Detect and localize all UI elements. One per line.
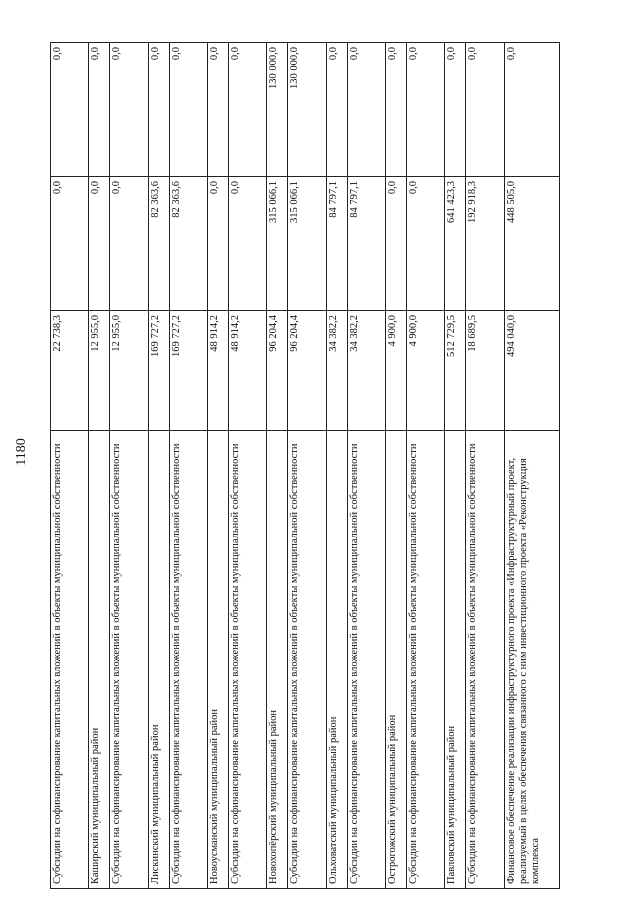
table-row xyxy=(169,43,207,889)
value-cell: 48 914,2 xyxy=(207,311,228,431)
value-cell: 0,0 xyxy=(110,177,148,311)
value-cell: 34 382,2 xyxy=(326,311,347,431)
row-label: Субсидии на софинансирование капитальных вложений в объекты муниципальной собственности xyxy=(347,431,385,889)
value-cell: 0,0 xyxy=(51,177,89,311)
value-cell: 0,0 xyxy=(504,43,559,177)
row-label: Ольховатский муниципальный район xyxy=(326,431,347,889)
row-label: Павловский муниципальный район xyxy=(445,431,466,889)
page-number: 1180 xyxy=(14,438,29,466)
value-cell: 0,0 xyxy=(207,177,228,311)
value-cell: 84 797,1 xyxy=(326,177,347,311)
value-cell: 315 066,1 xyxy=(288,177,326,311)
value-cell: 0,0 xyxy=(228,177,266,311)
row-label: Новоусманский муниципальный район xyxy=(207,431,228,889)
value-cell: 96 204,4 xyxy=(288,311,326,431)
value-cell: 0,0 xyxy=(228,43,266,177)
value-cell: 0,0 xyxy=(406,43,444,177)
value-cell: 18 689,5 xyxy=(466,311,504,431)
table-row xyxy=(207,43,228,889)
value-cell: 130 000,0 xyxy=(288,43,326,177)
value-cell: 4 900,0 xyxy=(406,311,444,431)
value-cell: 82 363,6 xyxy=(169,177,207,311)
table-row xyxy=(466,43,504,889)
table-row xyxy=(51,43,89,889)
value-cell: 0,0 xyxy=(326,43,347,177)
value-cell: 0,0 xyxy=(169,43,207,177)
row-label: Финансовое обеспечение реализации инфраструктурного проекта «Инфраструктурный проект, реализуемый в целях обеспечения связанного с ним инвестиционного проекта «Реконструкция комплекса xyxy=(504,431,559,889)
value-cell: 169 727,2 xyxy=(148,311,169,431)
budget-table xyxy=(50,43,560,889)
value-cell: 0,0 xyxy=(89,43,110,177)
row-label: Субсидии на софинансирование капитальных вложений в объекты муниципальной собственности xyxy=(288,431,326,889)
value-cell: 82 363,6 xyxy=(148,177,169,311)
value-cell: 315 066,1 xyxy=(267,177,288,311)
value-cell: 0,0 xyxy=(110,43,148,177)
table-row xyxy=(148,43,169,889)
value-cell: 0,0 xyxy=(385,43,406,177)
table-row xyxy=(445,43,466,889)
value-cell: 12 955,0 xyxy=(110,311,148,431)
table-row xyxy=(385,43,406,889)
value-cell: 0,0 xyxy=(148,43,169,177)
value-cell: 4 900,0 xyxy=(385,311,406,431)
row-label: Субсидии на софинансирование капитальных вложений в объекты муниципальной собственности xyxy=(466,431,504,889)
row-label: Острогожский муниципальный район xyxy=(385,431,406,889)
value-cell: 130 000,0 xyxy=(267,43,288,177)
table-row xyxy=(504,43,559,889)
table-row xyxy=(267,43,288,889)
table-row xyxy=(406,43,444,889)
row-label: Субсидии на софинансирование капитальных вложений в объекты муниципальной собственности xyxy=(406,431,444,889)
value-cell: 96 204,4 xyxy=(267,311,288,431)
value-cell: 192 918,3 xyxy=(466,177,504,311)
value-cell: 84 797,1 xyxy=(347,177,385,311)
value-cell: 641 423,3 xyxy=(445,177,466,311)
value-cell: 169 727,2 xyxy=(169,311,207,431)
value-cell: 34 382,2 xyxy=(347,311,385,431)
table-row xyxy=(288,43,326,889)
table-row xyxy=(110,43,148,889)
value-cell: 512 729,5 xyxy=(445,311,466,431)
value-cell: 0,0 xyxy=(207,43,228,177)
table-row xyxy=(228,43,266,889)
value-cell: 448 505,0 xyxy=(504,177,559,311)
row-label: Субсидии на софинансирование капитальных вложений в объекты муниципальной собственности xyxy=(51,431,89,889)
table-row xyxy=(347,43,385,889)
value-cell: 48 914,2 xyxy=(228,311,266,431)
row-label: Лискинский муниципальный район xyxy=(148,431,169,889)
row-label: Каширский муниципальный район xyxy=(89,431,110,889)
value-cell: 494 040,0 xyxy=(504,311,559,431)
value-cell: 0,0 xyxy=(466,43,504,177)
row-label: Субсидии на софинансирование капитальных вложений в объекты муниципальной собственности xyxy=(169,431,207,889)
table-body xyxy=(51,43,560,889)
row-label: Новохопёрский муниципальный район xyxy=(267,431,288,889)
value-cell: 22 738,3 xyxy=(51,311,89,431)
table-row xyxy=(326,43,347,889)
row-label: Субсидии на софинансирование капитальных вложений в объекты муниципальной собственности xyxy=(228,431,266,889)
value-cell: 12 955,0 xyxy=(89,311,110,431)
value-cell: 0,0 xyxy=(51,43,89,177)
row-label: Субсидии на софинансирование капитальных вложений в объекты муниципальной собственности xyxy=(110,431,148,889)
value-cell: 0,0 xyxy=(385,177,406,311)
table-row xyxy=(89,43,110,889)
value-cell: 0,0 xyxy=(445,43,466,177)
value-cell: 0,0 xyxy=(347,43,385,177)
value-cell: 0,0 xyxy=(406,177,444,311)
value-cell: 0,0 xyxy=(89,177,110,311)
